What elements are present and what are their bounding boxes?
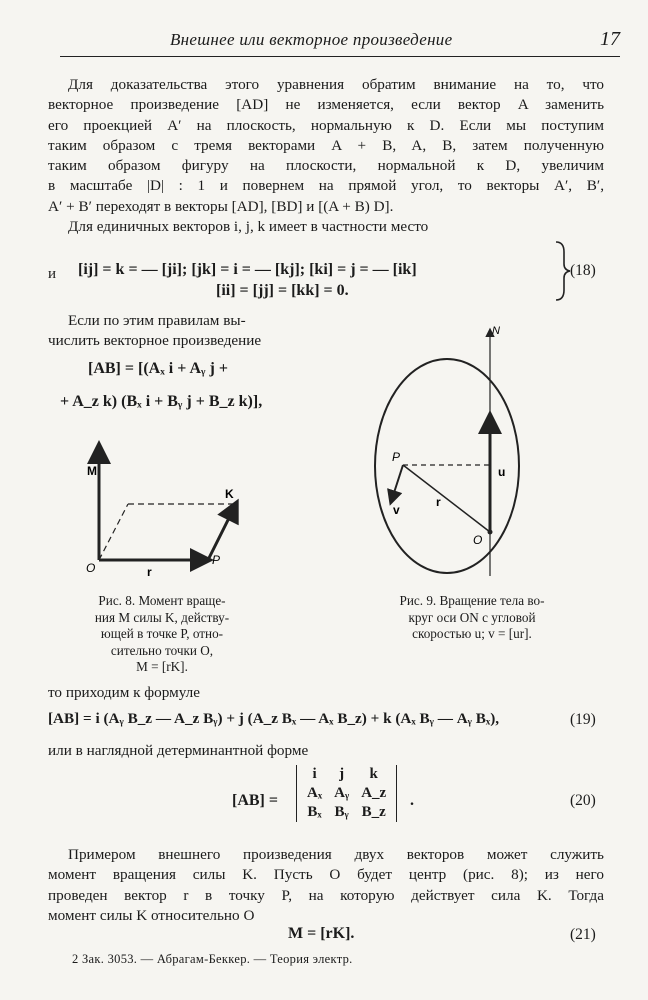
text-line: Для доказательства этого уравнения обратим внимание на то, что bbox=[68, 76, 604, 93]
equation-19: [AB] = i (Aᵧ B_z — A_z Bᵧ) + j (A_z Bₓ — Aₓ B_z) + k (Aₓ Bᵧ — Aᵧ Bₓ), bbox=[48, 710, 500, 727]
running-title: Внешнее или векторное произведение bbox=[170, 30, 453, 49]
text-line: таким образом фигуру на плоскости, нормальной к D, увеличим bbox=[48, 157, 604, 175]
force-vector-k bbox=[208, 504, 236, 560]
figure-9-caption: Рис. 9. Вращение тела во- круг оси ON с угловой скоростью u; v = [ur]. bbox=[399, 593, 545, 641]
equation-ab-line2: + A_z k) (Bₓ i + Bᵧ j + B_z k)], bbox=[60, 393, 263, 410]
equation-18-line1: [ij] = k = — [ji]; [jk] = i = — [kj]; [ki] = j = — [ik] bbox=[78, 261, 417, 278]
figure-9-diagram bbox=[360, 318, 550, 580]
page-footer: 2 Зак. 3053. — Абрагам-Беккер. — Теория электр. bbox=[72, 952, 353, 966]
equation-18-line2: [ii] = [jj] = [kk] = 0. bbox=[216, 282, 349, 299]
paragraph-moment: Примером внешнего произведения двух векторов может служить момент вращения силы K. Пусть O будет центр (рис. 8); из него проведен вектор r в точку P, на которую действует сила K. Тогда момент силы K относительно O bbox=[48, 846, 604, 924]
label-p: P bbox=[212, 553, 221, 567]
page-number: 17 bbox=[600, 28, 620, 50]
label-p: P bbox=[392, 450, 401, 464]
equation-number-20: (20) bbox=[570, 792, 596, 809]
label-o: O bbox=[473, 533, 483, 547]
text-line: Для единичных векторов i, j, k имеет в частности место bbox=[68, 218, 429, 236]
paragraph-rules bbox=[48, 311, 310, 351]
equation-number-18: (18) bbox=[570, 262, 596, 279]
label-m: M bbox=[87, 464, 97, 478]
text-line: в масштабе |D| : 1 и повернем на прямой угол, то векторы A′, B′, bbox=[48, 177, 604, 195]
brace-icon bbox=[552, 240, 572, 302]
text-line: Если по этим правилам вы- bbox=[68, 312, 246, 329]
text-line: числить векторное произведение bbox=[48, 332, 262, 349]
label-k: K bbox=[225, 487, 234, 501]
label-r: r bbox=[436, 495, 441, 509]
text-line: или в наглядной детерминантной форме bbox=[48, 742, 309, 759]
equation-20-period: . bbox=[410, 792, 414, 809]
label-r: r bbox=[147, 565, 152, 579]
equation-number-21: (21) bbox=[570, 926, 596, 943]
label-u: u bbox=[498, 465, 506, 479]
text-line: A′ + B′ переходят в векторы [AD], [BD] и [(A + B) D]. bbox=[48, 197, 394, 215]
equation-ab-line1: [AB] = [(Aₓ i + Aᵧ j + bbox=[88, 360, 228, 377]
paragraph-proof bbox=[48, 75, 604, 237]
text-line: его проекцией A′ на плоскость, нормальную к D. Если мы поступим bbox=[48, 116, 604, 134]
determinant-matrix: i j k Aₓ Aᵧ A_z Bₓ Bᵧ B_z bbox=[296, 765, 397, 822]
text-line: таким образом с тремя векторами A + B, A, B, затем полученную bbox=[48, 136, 604, 154]
radius-r bbox=[403, 465, 490, 532]
equation-21: M = [rK]. bbox=[288, 925, 355, 942]
label-v: v bbox=[393, 503, 400, 517]
figure-8-caption: Рис. 8. Момент враще- ния M силы K, действу- ющей в точке P, отно- сительно точки O, M = [rK]. bbox=[94, 593, 230, 674]
label-n: N bbox=[492, 325, 500, 337]
page-header bbox=[60, 28, 620, 57]
figure-8-diagram bbox=[70, 432, 270, 582]
velocity-v bbox=[391, 465, 403, 502]
equation-20-lhs: [AB] = bbox=[232, 792, 278, 809]
label-o: O bbox=[86, 561, 96, 575]
text-line: векторное произведение [AD] не изменяется, если вектор A заменить bbox=[48, 96, 604, 114]
word-and: и bbox=[48, 266, 57, 282]
equation-number-19: (19) bbox=[570, 711, 596, 728]
text-line: то приходим к формуле bbox=[48, 684, 200, 701]
